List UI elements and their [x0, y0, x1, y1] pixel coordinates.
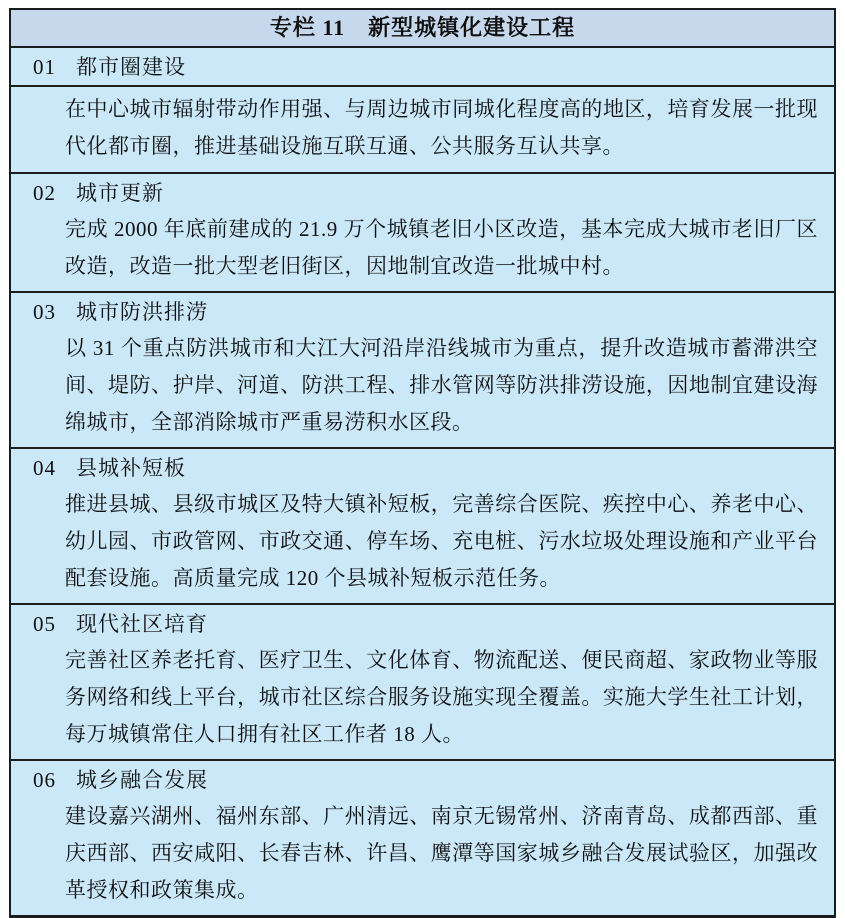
section-number: 02: [33, 181, 56, 205]
section-heading: [11, 293, 834, 330]
section-body-text: 以 31 个重点防洪城市和大江大河沿岸沿线城市为重点，提升改造城市蓄滞洪空间、堤防、护岸、河道、防洪工程、排水管网等防洪排涝设施，因地制宜建设海绵城市，全部消除城市严重易涝积水区段。: [65, 336, 818, 434]
section-heading: [11, 761, 834, 798]
section-number: 01: [33, 55, 56, 79]
section-body-text: 完成 2000 年底前建成的 21.9 万个城镇老旧小区改造，基本完成大城市老旧厂区改造，改造一批大型老旧街区，因地制宜改造一批城中村。: [65, 217, 818, 278]
section-03: [11, 291, 834, 447]
section-04: [11, 447, 834, 603]
section-heading-label: 城乡融合发展: [76, 768, 208, 792]
section-06: [11, 759, 834, 915]
section-05: [11, 603, 834, 759]
section-body-text: 推进县城、县级市城区及特大镇补短板，完善综合医院、疾控中心、养老中心、幼儿园、市政管网、市政交通、停车场、充电桩、污水垃圾处理设施和产业平台配套设施。高质量完成 120 个县城补短板示范任务。: [65, 492, 818, 590]
section-body-text: 完善社区养老托育、医疗卫生、文化体育、物流配送、便民商超、家政物业等服务网络和线上平台，城市社区综合服务设施实现全覆盖。实施大学生社工计划，每万城镇常住人口拥有社区工作者 18 人。: [65, 648, 818, 746]
section-heading-label: 城市更新: [76, 181, 164, 205]
section-number: 04: [33, 456, 56, 480]
section-heading-label: 城市防洪排涝: [76, 300, 208, 324]
feature-box-panel: [9, 8, 836, 918]
section-heading-label: 县城补短板: [76, 456, 186, 480]
panel-title: 专栏 11 新型城镇化建设工程: [11, 10, 834, 46]
section-02: [11, 172, 834, 291]
section-number: 05: [33, 612, 56, 636]
section-01-heading-row: [11, 46, 834, 85]
section-heading: [11, 174, 834, 211]
section-body-text: 建设嘉兴湖州、福州东部、广州清远、南京无锡常州、济南青岛、成都西部、重庆西部、西安咸阳、长春吉林、许昌、鹰潭等国家城乡融合发展试验区，加强改革授权和政策集成。: [65, 804, 818, 902]
section-heading: [11, 449, 834, 486]
section-heading: [11, 48, 834, 85]
section-body-text: 在中心城市辐射带动作用强、与周边城市同城化程度高的地区，培育发展一批现代化都市圈，推进基础设施互联互通、公共服务互认共享。: [65, 97, 818, 158]
section-heading: [11, 605, 834, 642]
section-01-body-row: [11, 85, 834, 172]
section-heading-label: 现代社区培育: [76, 612, 208, 636]
section-number: 06: [33, 768, 56, 792]
section-number: 03: [33, 300, 56, 324]
section-heading-label: 都市圈建设: [76, 55, 186, 79]
